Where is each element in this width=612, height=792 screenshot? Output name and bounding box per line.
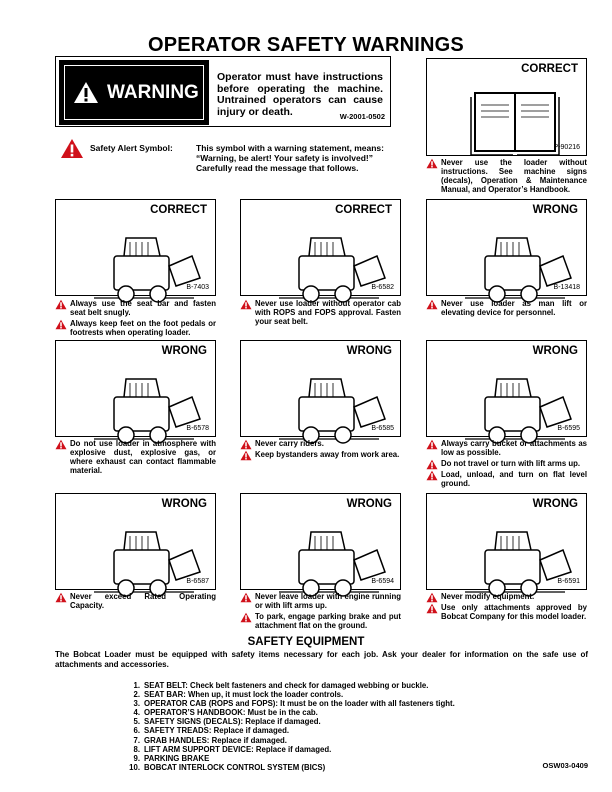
panel-code: B-6585 — [371, 425, 394, 432]
panel-code: B-13418 — [553, 284, 580, 291]
panel-wrong — [55, 493, 216, 590]
safety-alert-icon — [240, 299, 252, 310]
caption-text: Never modify equipment. — [441, 592, 535, 601]
panel-caption — [426, 439, 587, 488]
caption-text: Never use loader as man lift or elevating device for personnel. — [441, 299, 587, 317]
caption-line — [426, 299, 587, 317]
safety-alert-text: This symbol with a warning statement, means: “Warning, be alert! Your safety is involved!” Carefully read the message that follows. — [196, 143, 384, 173]
page-title: OPERATOR SAFETY WARNINGS — [148, 34, 464, 56]
panel-caption — [426, 592, 587, 621]
panel-wrong — [240, 340, 401, 437]
list-item-text: BOBCAT INTERLOCK CONTROL SYSTEM (BICS) — [144, 762, 326, 772]
caption-line — [240, 450, 401, 459]
safety-alert-icon — [426, 439, 438, 450]
panel-caption — [240, 592, 401, 630]
safety-alert-icon — [426, 158, 438, 169]
safety-alert-icon — [426, 603, 438, 614]
caption-line — [426, 158, 587, 194]
list-item-text: GRAB HANDLES: Replace if damaged. — [144, 735, 287, 745]
panel-tag: CORRECT — [521, 63, 578, 75]
safety-alert-icon — [60, 138, 84, 159]
panel-code: B-6578 — [186, 425, 209, 432]
panel-caption — [240, 439, 401, 459]
panel-wrong — [426, 493, 587, 590]
list-item-number: 6. — [133, 726, 140, 736]
panel-wrong — [55, 340, 216, 437]
list-item — [126, 736, 455, 745]
list-item-text: SEAT BAR: When up, it must lock the loader controls. — [144, 690, 344, 700]
safety-equipment-intro: The Bobcat Loader must be equipped with safety items necessary for each job. Ask your dealer for information on the safe use of attachments and accessories. — [55, 650, 588, 669]
panel-code: B-6587 — [186, 578, 209, 585]
caption-text: To park, engage parking brake and put attachment flat on the ground. — [255, 612, 401, 630]
panel-wrong — [240, 493, 401, 590]
caption-text: Always carry bucket or attachments as low as possible. — [441, 439, 587, 457]
panel-caption — [240, 299, 401, 326]
list-item — [126, 708, 455, 717]
safety-alert-icon — [426, 592, 438, 603]
panel-wrong — [426, 340, 587, 437]
safety-alert-icon — [240, 612, 252, 623]
caption-text: Do not use loader in atmosphere with explosive dust, explosive gas, or where exhaust can contact flammable material. — [70, 439, 216, 475]
caption-line — [55, 439, 216, 475]
caption-text: Never carry riders. — [255, 439, 324, 448]
safety-alert-icon — [426, 470, 438, 481]
caption-line — [55, 319, 216, 337]
caption-text: Keep bystanders away from work area. — [255, 450, 400, 459]
caption-line — [55, 592, 216, 610]
list-item — [126, 754, 455, 763]
safety-alert-icon — [240, 592, 252, 603]
list-item — [126, 763, 455, 772]
list-item-text: LIFT ARM SUPPORT DEVICE: Replace if damaged. — [144, 744, 332, 754]
panel-correct — [426, 58, 587, 156]
caption-text: Never use the loader without instructions. See machine signs (decals), Operation & Maintenance Manual, and Operator’s Handbook. — [441, 158, 587, 194]
panel-caption — [426, 299, 587, 317]
safety-alert-icon — [55, 299, 67, 310]
list-item-number: 7. — [133, 735, 140, 745]
list-item-text: SEAT BELT: Check belt fasteners and check for damaged webbing or buckle. — [144, 681, 429, 690]
caption-line — [426, 592, 587, 601]
caption-line — [240, 299, 401, 326]
list-item-number: 2. — [133, 690, 140, 700]
caption-text: Load, unload, and turn on flat level ground. — [441, 470, 587, 488]
list-item-number: 5. — [133, 717, 140, 727]
panel-code: B-6594 — [371, 578, 394, 585]
safety-alert-icon — [55, 592, 67, 603]
panel-caption — [55, 592, 216, 610]
safety-alert-icon — [240, 439, 252, 450]
warning-label: WARNING — [107, 81, 199, 103]
list-item-text: SAFETY TREADS: Replace if damaged. — [144, 726, 289, 736]
panel-code: B-6582 — [371, 284, 394, 291]
caption-line — [426, 470, 587, 488]
caption-line — [240, 592, 401, 610]
safety-equipment-title: SAFETY EQUIPMENT — [247, 636, 365, 648]
list-item — [126, 726, 455, 735]
list-item — [126, 699, 455, 708]
list-item-number: 4. — [133, 708, 140, 718]
panel-tag: WRONG — [532, 498, 578, 510]
panel-code: B-6591 — [557, 578, 580, 585]
safety-alert-icon — [240, 450, 252, 461]
panel-tag: CORRECT — [150, 204, 207, 216]
caption-text: Never use loader without operator cab with ROPS and FOPS approval. Fasten your seat belt. — [255, 299, 401, 326]
list-item-number: 10. — [129, 762, 140, 772]
panel-code: B-6595 — [557, 425, 580, 432]
caption-line — [240, 612, 401, 630]
safety-alert-icon — [426, 459, 438, 470]
safety-alert-icon — [55, 319, 67, 330]
caption-line — [426, 439, 587, 457]
panel-tag: WRONG — [532, 204, 578, 216]
list-item-number: 3. — [133, 699, 140, 709]
panel-tag: WRONG — [532, 345, 578, 357]
list-item-text: SAFETY SIGNS (DECALS): Replace if damaged. — [144, 717, 321, 727]
panel-tag: CORRECT — [335, 204, 392, 216]
safety-alert-icon — [426, 299, 438, 310]
caption-text: Never exceed Rated Operating Capacity. — [70, 592, 216, 610]
list-item — [126, 681, 455, 690]
caption-text: Do not travel or turn with lift arms up. — [441, 459, 581, 468]
list-item — [126, 745, 455, 754]
list-item-text: OPERATOR CAB (ROPS and FOPS): It must be on the loader with all fasteners tight. — [144, 699, 455, 709]
caption-line — [55, 299, 216, 317]
list-item-number: 1. — [133, 681, 140, 690]
panel-correct — [240, 199, 401, 296]
panel-tag: WRONG — [161, 498, 207, 510]
safety-alert-icon — [55, 439, 67, 450]
caption-line — [240, 439, 401, 448]
warning-box — [55, 56, 391, 127]
list-item-text: OPERATOR’S HANDBOOK: Must be in the cab. — [144, 708, 318, 718]
warning-triangle-icon — [73, 81, 99, 104]
caption-line — [426, 459, 587, 468]
caption-text: Use only attachments approved by Bobcat Company for this model loader. — [441, 603, 587, 621]
panel-wrong — [426, 199, 587, 296]
panel-tag: WRONG — [161, 345, 207, 357]
safety-equipment-list — [126, 681, 455, 772]
document-code: OSW03-0409 — [542, 761, 588, 770]
caption-text: Always use the seat bar and fasten seat belt snugly. — [70, 299, 216, 317]
warning-code: W-2001-0502 — [339, 112, 385, 121]
caption-line — [426, 603, 587, 621]
warning-banner — [59, 60, 209, 125]
caption-text: Always keep feet on the foot pedals or footrests when operating loader. — [70, 319, 216, 337]
panel-caption — [55, 439, 216, 475]
panel-code: B-7403 — [186, 284, 209, 291]
panel-tag: WRONG — [346, 498, 392, 510]
list-item — [126, 690, 455, 699]
list-item-number: 9. — [133, 753, 140, 763]
list-item-text: PARKING BRAKE — [144, 753, 210, 763]
safety-alert-label: Safety Alert Symbol: — [90, 143, 173, 153]
caption-text: Never leave loader with engine running or with lift arms up. — [255, 592, 401, 610]
panel-caption — [426, 158, 587, 194]
panel-correct — [55, 199, 216, 296]
list-item-number: 8. — [133, 744, 140, 754]
panel-caption — [55, 299, 216, 337]
warning-text: Operator must have instructions before operating the machine. Untrained operators can cause injury or death. — [217, 71, 383, 118]
panel-code: P-90216 — [553, 144, 580, 151]
list-item — [126, 717, 455, 726]
panel-tag: WRONG — [346, 345, 392, 357]
